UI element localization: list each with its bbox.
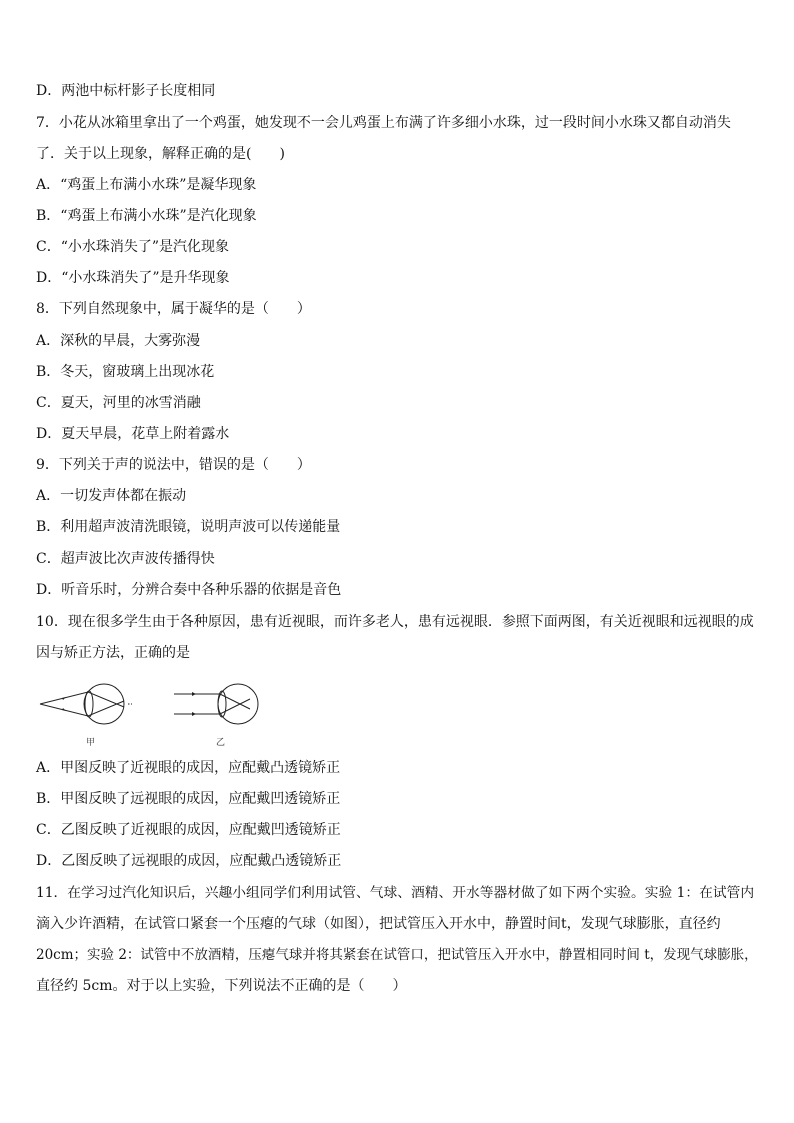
- option-9b: B．利用超声波清洗眼镜，说明声波可以传递能量: [36, 519, 341, 535]
- option-8a: A．深秋的早晨，大雾弥漫: [36, 333, 201, 349]
- option-9a: A．一切发声体都在振动: [36, 488, 187, 504]
- option-7c: C．“小水珠消失了”是汽化现象: [36, 239, 230, 255]
- option-9d: D．听音乐时，分辨合奏中各种乐器的依据是音色: [36, 582, 342, 598]
- figure-label-b: 乙: [216, 738, 226, 748]
- eye-a-arrow-lower: [62, 708, 66, 711]
- eye-a-lens: [85, 691, 93, 717]
- question-11-line-3: 20cm；实验 2：试管中不放酒精，压瘪气球并将其紧套在试管口，把试管压入开水中，静置相同时间 t，发现气球膨胀，: [36, 947, 758, 963]
- option-8b: B．冬天，窗玻璃上出现冰花: [36, 364, 215, 380]
- eye-b-ball: [218, 684, 258, 724]
- eye-a-ray-upper: [40, 692, 124, 707]
- question-7-line-1: 7．小花从冰箱里拿出了一个鸡蛋，她发现不一会儿鸡蛋上布满了许多细小水珠，过一段时间小水珠又都自动消失: [36, 115, 731, 131]
- question-9: 9．下列关于声的说法中，错误的是（ ）: [36, 457, 311, 473]
- question-11-line-1: 11．在学习过汽化知识后，兴趣小组同学们利用试管、气球、酒精、开水等器材做了如下两个实验。实验 1：在试管内: [36, 885, 755, 901]
- option-6d: D．两池中标杆影子长度相同: [36, 83, 216, 99]
- option-7d: D．“小水珠消失了”是升华现象: [36, 270, 230, 286]
- question-7-line-2: 了．关于以上现象，解释正确的是( ): [36, 146, 285, 162]
- option-10c: C．乙图反映了近视眼的成因，应配戴凹透镜矫正: [36, 822, 341, 838]
- question-8: 8．下列自然现象中，属于凝华的是（ ）: [36, 301, 311, 317]
- eye-b-arrow-lower: [192, 712, 196, 716]
- option-10b: B．甲图反映了远视眼的成因，应配戴凹透镜矫正: [36, 791, 341, 807]
- question-11-line-2: 滴入少许酒精，在试管口紧套一个压瘪的气球（如图），把试管压入开水中，静置时间t，发现气球膨胀，直径约: [36, 916, 721, 932]
- eye-b-arrow-upper: [192, 692, 196, 696]
- eye-diagram: [36, 678, 276, 748]
- option-9c: C．超声波比次声波传播得快: [36, 551, 215, 567]
- option-10a: A．甲图反映了近视眼的成因，应配戴凸透镜矫正: [36, 760, 341, 776]
- eye-b-ray-cross: [240, 699, 250, 709]
- question-11-line-4: 直径约 5cm。对于以上实验，下列说法不正确的是（ ）: [36, 978, 407, 994]
- figure-label-a: 甲: [86, 738, 96, 748]
- option-7b: B．“鸡蛋上布满小水珠”是汽化现象: [36, 208, 257, 224]
- eye-b-ray-lower: [174, 704, 240, 714]
- question-10-line-2: 因与矫正方法，正确的是: [36, 645, 190, 661]
- option-10d: D．乙图反映了远视眼的成因，应配戴凸透镜矫正: [36, 853, 342, 869]
- eye-a-arrow-upper: [62, 697, 66, 700]
- option-7a: A．“鸡蛋上布满小水珠”是凝华现象: [36, 177, 257, 193]
- option-8c: C．夏天，河里的冰雪消融: [36, 395, 201, 411]
- eye-b-ray-upper: [174, 694, 240, 704]
- question-10-line-1: 10．现在很多学生由于各种原因，患有近视眼，而许多老人，患有远视眼．参照下面两图，有关近视眼和远视眼的成: [36, 614, 754, 630]
- option-8d: D．夏天早晨，花草上附着露水: [36, 426, 230, 442]
- eye-a-ray-lower: [40, 701, 124, 716]
- eye-diagram-svg: [36, 678, 276, 738]
